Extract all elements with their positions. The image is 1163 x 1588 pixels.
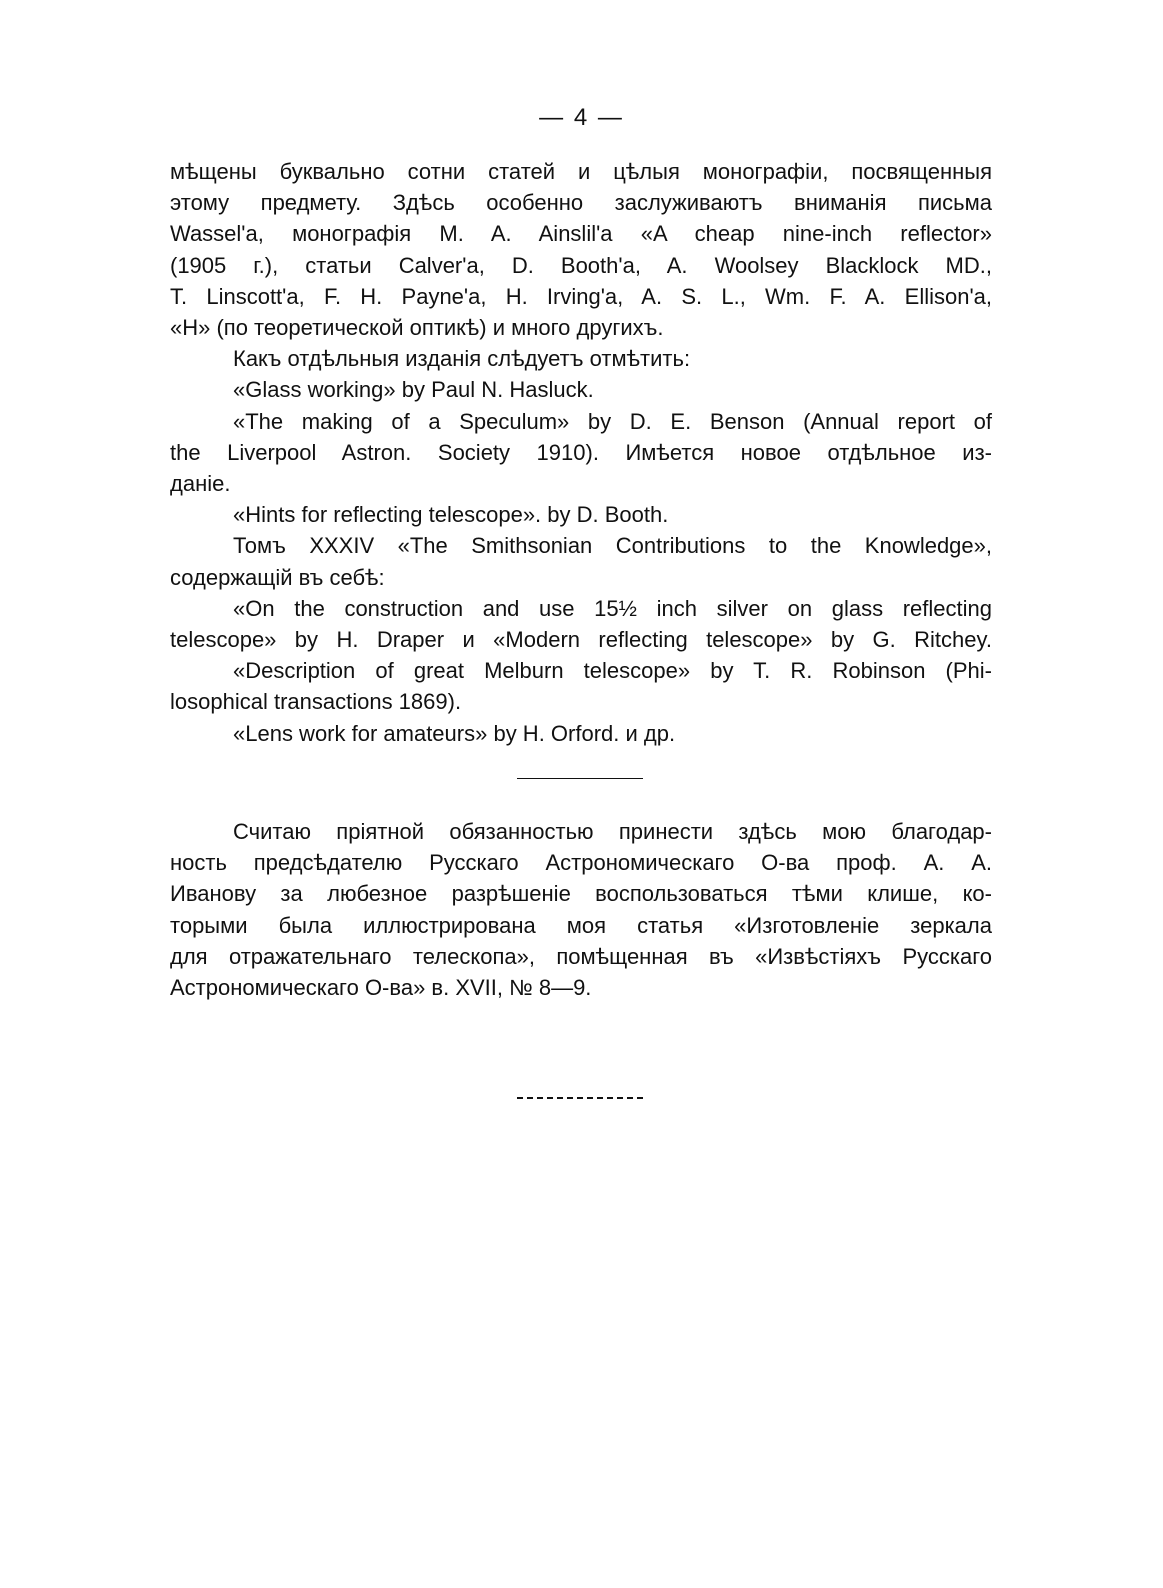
text-line: Wassel'a, монографія M. A. Ainslil'a «A cheap nine-inch reflector» — [170, 221, 992, 247]
text-line: мѣщены буквально сотни статей и цѣлыя монографіи, посвященныя — [170, 159, 992, 184]
text-line: «H» (по теоретической оптикѣ) и много другихъ. — [170, 315, 664, 341]
text-line: losophical transactions 1869). — [170, 689, 462, 715]
page-number: — 4 — — [539, 104, 624, 131]
reference-hints-reflecting: «Hints for reflecting telescope». by D. Booth. — [233, 502, 669, 528]
text-line: этому предмету. Здѣсь особенно заслуживаютъ вниманія письма — [170, 190, 992, 216]
text-line: Астрономическаго О-ва» в. XVII, № 8—9. — [170, 975, 592, 1001]
text-line: Какъ отдѣльныя изданія слѣдуетъ отмѣтить: — [233, 346, 691, 372]
text-line: the Liverpool Astron. Society 1910). Имѣется новое отдѣльное из- — [170, 439, 992, 465]
acknowledgement-paragraph — [170, 816, 992, 1003]
references-paragraph — [170, 156, 992, 749]
text-line: Считаю пріятной обязанностью принести здѣсь мою благодар- — [233, 819, 992, 844]
text-line: ность предсѣдателю Русскаго Астрономическаго О-ва проф. А. А. — [170, 850, 992, 876]
reference-melburn: «Description of great Melburn telescope» by T. R. Robinson (Phi- — [233, 658, 992, 684]
reference-smithsonian: Томъ XXXIV «The Smithsonian Contributions to the Knowledge», — [233, 533, 992, 559]
section-divider — [517, 778, 643, 779]
reference-lens-work: «Lens work for amateurs» by H. Orford. и др. — [233, 720, 676, 746]
reference-draper: «On the construction and use 15½ inch silver on glass reflecting — [233, 595, 992, 621]
text-line: telescope» by H. Draper и «Modern reflecting telescope» by G. Ritchey. — [170, 627, 992, 653]
text-line: даніе. — [170, 471, 231, 497]
text-line: T. Linscott'a, F. H. Payne'a, H. Irving'a, A. S. L., Wm. F. A. Ellison'a, — [170, 283, 992, 309]
reference-glass-working: «Glass working» by Paul N. Hasluck. — [233, 377, 594, 403]
text-line: (1905 г.), статьи Calver'a, D. Booth'a, A. Woolsey Blacklock MD., — [170, 252, 992, 278]
text-line: для отражательнаго телескопа», помѣщенная въ «Извѣстіяхъ Русскаго — [170, 943, 992, 969]
reference-making-of-speculum: «The making of a Speculum» by D. E. Benson (Annual report of — [233, 408, 992, 434]
end-divider — [517, 1097, 643, 1099]
text-line: содержащій въ себѣ: — [170, 564, 385, 590]
text-line: торыми была иллюстрирована моя статья «Изготовленіе зеркала — [170, 912, 992, 938]
text-line: Иванову за любезное разрѣшеніе воспользоваться тѣми клише, ко- — [170, 881, 992, 907]
